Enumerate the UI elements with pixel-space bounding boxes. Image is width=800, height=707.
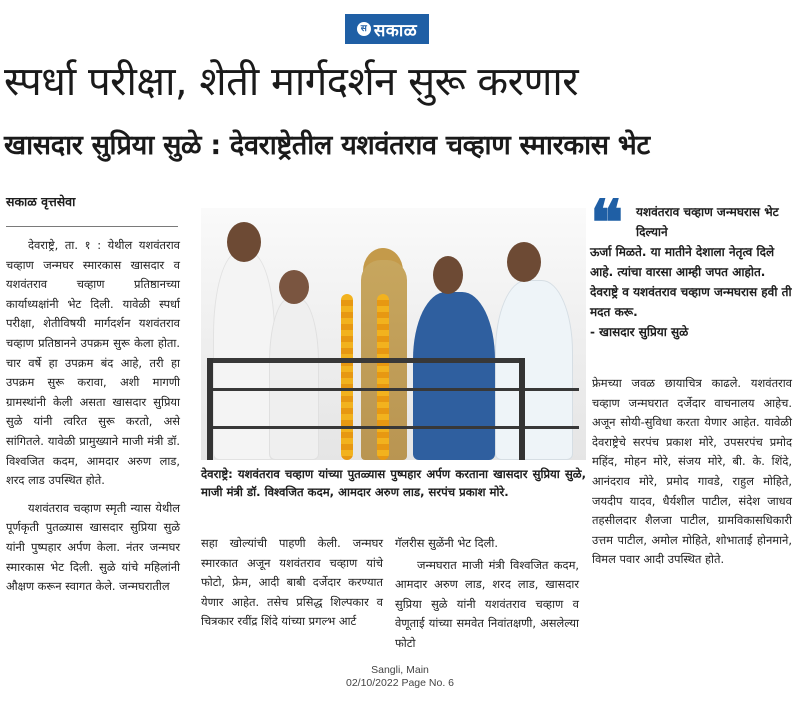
news-photo: [201, 208, 586, 460]
brand-name: सकाळ: [373, 20, 418, 41]
pull-quote: [590, 186, 795, 342]
page-footer: [0, 664, 800, 690]
quote-mark-icon: ❝: [590, 186, 624, 259]
article-paragraph: जन्मघरात माजी मंत्री विश्वजित कदम, आमदार अरुण लाड, शरद लाड, खासदार सुप्रिया सुळे यांनी यशवंतराव चव्हाण व वेणूताई यांच्या समवेत निवांतक्षणी, असलेल्या फोटो: [395, 557, 579, 650]
article-paragraph: देवराष्ट्रे, ता. १ : येथील यशवंतराव चव्हाण जन्मघर स्मारकास खासदार व यशवंतराव चव्हाण प्रतिष्ठानच्या कार्याध्यक्षांनी भेट दिली. यावेळी स्पर्धा परीक्षा, शेतीविषयी मार्गदर्शन यशवंतराव चव्हाण प्रतिष्ठानने उपक्रम सुरू केला होता. चार वर्षे हा उपक्रम बंद आहे, तरी हा उपक्रम सुरू करावा, अशी मागणी ग्रामस्थांनी केली असता खासदार सुप्रिया सुळे यांनी त्वरित सुरू करतो, असे सांगितले. यावेळी प्रामुख्याने माजी मंत्री डॉ. विश्वजित कदम, आमदार अरुण लाड, शरद लाड उपस्थित होते.: [6, 238, 180, 488]
newspaper-masthead: [345, 14, 429, 44]
quote-attribution: - खासदार सुप्रिया सुळे: [590, 325, 689, 339]
byline: सकाळ वृत्तसेवा: [6, 194, 76, 209]
date-page-label: 02/10/2022 Page No. 6: [345, 677, 454, 689]
subheadline: खासदार सुप्रिया सुळे : देवराष्ट्रेतील यशवंतराव चव्हाण स्मारकास भेट: [4, 130, 650, 161]
byline-divider: [6, 226, 178, 227]
quote-lead: यशवंतराव चव्हाण जन्मघरास भेट दिल्याने: [636, 205, 779, 239]
article-paragraph: फ्रेमच्या जवळ छायाचित्र काढले. यशवंतराव चव्हाण जन्मघरात दर्जेदार वाचनालय आहेच. अजून सोयी-सुविधा करता येणार आहेत. यावेळी देवराष्ट्रेचे सरपंच प्रकाश मोरे, उपसरपंच प्रमोद महिंद, मोहन मोरे, संजय मोरे, बी. के. शिंदे, आनंदराव मोरे, प्रमोद गावडे, राहुल मोहिते, जयदीप यादव, धैर्यशील पाटील, संदेश जाधव तहसीलदार शैलजा पाटील, ग्रामविकासधिकारी उत्तम पाटील, अमोल मोहिते, शोभाताई होनमाने, विमल पवार आदी उपस्थित होते.: [592, 376, 792, 567]
middle-column-2: [395, 534, 579, 654]
left-column: [6, 236, 180, 597]
article-paragraph: यशवंतराव चव्हाण स्मृती न्यास येथील पूर्णकृती पुतळ्यास खासदार सुप्रिया सुळे यांनी पुष्पहार अर्पण केला. नंतर जन्मघर स्मारकास भेट दिली. सुळे यांचे महिलांनी औक्षण करून स्वागत केले. जन्मघरातील: [6, 500, 180, 594]
right-column: [592, 374, 792, 570]
edition-label: Sangli, Main: [371, 664, 429, 676]
middle-column-1: [201, 534, 383, 632]
article-paragraph: गॅलरीस सुळेंनी भेट दिली.: [395, 536, 498, 550]
article-paragraph: सहा खोल्यांची पाहणी केली. जन्मघर स्मारकात अजून यशवंतराव चव्हाण यांचे फोटो, फ्रेम, आदी बाबी दर्जेदार करण्यात येणार आहेत. तसेच प्रसिद्ध शिल्पकार व चित्रकार रवींद्र शिंदे यांच्या प्रगल्भ आर्ट: [201, 536, 383, 629]
quote-body: ऊर्जा मिळते. या मातीने देशाला नेतृत्व दिले आहे. त्यांचा वारसा आम्ही जपत आहोत. देवराष्ट्रे व यशवंतराव चव्हाण जन्मघरास हवी ती मदत करू.: [590, 245, 792, 319]
photo-caption: देवराष्ट्रे: यशवंतराव चव्हाण यांच्या पुतळ्यास पुष्पहार अर्पण करताना खासदार सुप्रिया सुळे, माजी मंत्री डॉ. विश्वजित कदम, आमदार अरुण लाड, सरपंच प्रकाश मोरे.: [201, 467, 586, 499]
headline: स्पर्धा परीक्षा, शेती मार्गदर्शन सुरू करणार: [4, 59, 579, 105]
logo-emblem-icon: स: [357, 22, 371, 36]
